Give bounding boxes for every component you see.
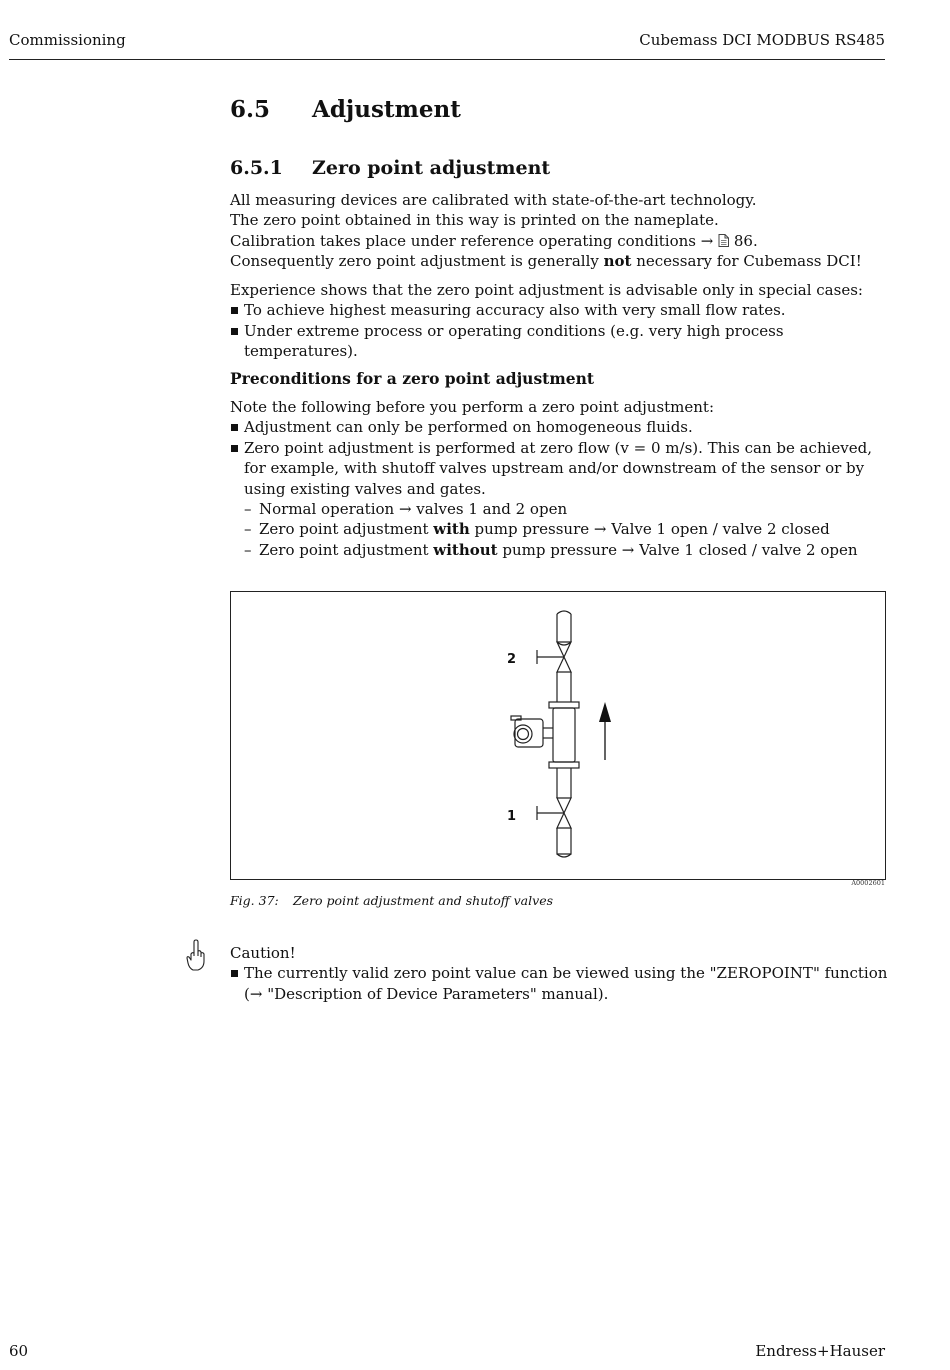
- caution-hand-icon: [185, 938, 207, 972]
- subsection-number: 6.5.1: [230, 157, 283, 179]
- list-item: Adjustment can only be performed on homogeneous fluids.: [230, 417, 890, 437]
- list-item: Zero point adjustment is performed at zero flow (v = 0 m/s). This can be achieved, for example, with shutoff valves upstream and/or downstream of the sensor or by using existing valves and gates.: [230, 438, 890, 499]
- list-item: To achieve highest measuring accuracy also with very small flow rates.: [230, 300, 890, 320]
- section-number: 6.5: [230, 96, 271, 123]
- page-number: 60: [9, 1342, 29, 1360]
- section-title: Adjustment: [312, 96, 461, 123]
- header-section: Commissioning: [9, 31, 126, 49]
- valve-label-top: 2: [507, 652, 517, 667]
- figure-caption: [230, 893, 553, 908]
- intro-line: The zero point obtained in this way is printed on the nameplate.: [230, 211, 719, 230]
- subsection-heading: [230, 157, 550, 179]
- figure-code: A0002601: [851, 879, 885, 887]
- figure-caption-text: Zero point adjustment and shutoff valves: [293, 893, 554, 908]
- caution-title: Caution!: [230, 944, 296, 962]
- experience-lead: Experience shows that the zero point adjustment is advisable only in special cases:: [230, 281, 863, 299]
- footer-brand: Endress+Hauser: [755, 1342, 885, 1360]
- page-ref-icon: [718, 234, 729, 247]
- preconditions-paragraph: [230, 397, 890, 560]
- pipe-valve-diagram: [231, 592, 885, 879]
- section-heading: [230, 96, 461, 123]
- caution-note: [230, 943, 890, 1004]
- intro-paragraph: [230, 190, 890, 272]
- list-item: Under extreme process or operating conditions (e.g. very high process temperatures).: [230, 321, 890, 362]
- subsection-title: Zero point adjustment: [312, 157, 551, 179]
- preconditions-heading: Preconditions for a zero point adjustment: [230, 369, 595, 388]
- sub-list-item: – Zero point adjustment with pump pressure → Valve 1 open / valve 2 closed: [244, 520, 830, 539]
- sub-list-item: – Zero point adjustment without pump pressure → Valve 1 closed / valve 2 open: [244, 540, 858, 559]
- header-rule: [9, 59, 885, 60]
- experience-paragraph: [230, 280, 890, 362]
- page-ref-link[interactable]: 86.: [733, 231, 758, 250]
- sub-list-item: – Normal operation → valves 1 and 2 open: [244, 500, 568, 519]
- preconditions-lead: Note the following before you perform a zero point adjustment:: [230, 398, 715, 416]
- list-item: The currently valid zero point value can be viewed using the "ZEROPOINT" function (→ "Description of Device Parameters" manual).: [230, 963, 890, 1004]
- figure-caption-label: Fig. 37:: [230, 893, 279, 908]
- figure-box: [230, 591, 886, 880]
- intro-line: All measuring devices are calibrated with state-of-the-art technology.: [230, 191, 757, 209]
- header-product: Cubemass DCI MODBUS RS485: [639, 31, 885, 49]
- intro-line: Consequently zero point adjustment is generally not necessary for Cubemass DCI!: [230, 252, 862, 271]
- intro-line: Calibration takes place under reference operating conditions → 86.: [230, 231, 758, 250]
- valve-label-bottom: 1: [507, 809, 517, 824]
